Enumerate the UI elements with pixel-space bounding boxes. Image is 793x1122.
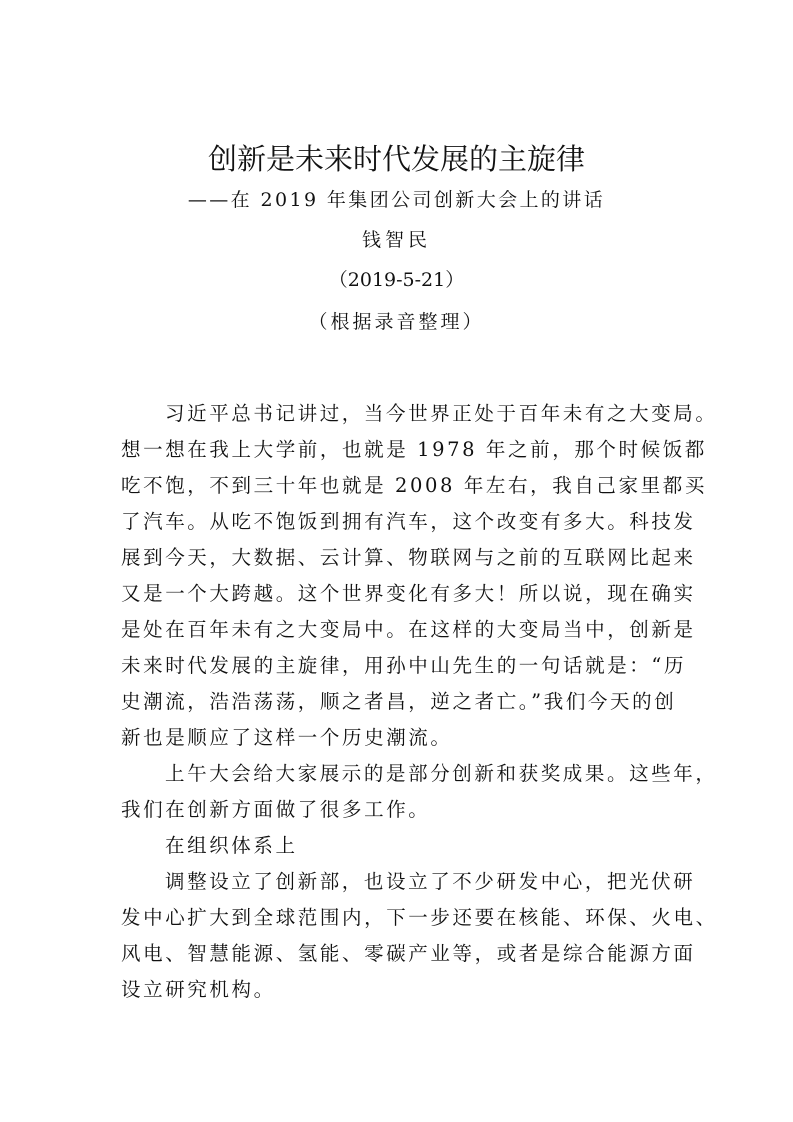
body-line: 我们在创新方面做了很多工作。 (121, 798, 431, 821)
body-line: 吃不饱，不到三十年也就是 2008 年左右，我自己家里都买 (121, 474, 707, 497)
body-line: 习近平总书记讲过，当今世界正处于百年未有之大变局。 (165, 402, 718, 425)
body-line: 是处在百年未有之大变局中。在这样的大变局当中，创新是 (121, 618, 696, 641)
document-subtitle: ——在 2019 年集团公司创新大会上的讲话 (187, 189, 606, 211)
body-line: 未来时代发展的主旋律，用孙中山先生的一句话就是：“历 (121, 654, 687, 677)
body-line: 新也是顺应了这样一个历史潮流。 (121, 726, 453, 749)
speech-date: （2019-5-21） (328, 269, 465, 291)
section-heading: 在组织体系上 (165, 834, 298, 857)
body-line: 想一想在我上大学前，也就是 1978 年之前，那个时候饭都 (121, 438, 707, 461)
document-title: 创新是未来时代发展的主旋律 (207, 142, 585, 176)
body-line: 又是一个大跨越。这个世界变化有多大！所以说，现在确实 (121, 582, 696, 605)
body-line: 调整设立了创新部，也设立了不少研发中心，把光伏研 (165, 870, 696, 893)
body-line: 发中心扩大到全球范围内，下一步还要在核能、环保、火电、 (121, 906, 718, 929)
body-text (121, 396, 718, 1008)
body-line: 史潮流，浩浩荡荡，顺之者昌，逆之者亡。”我们今天的创 (121, 690, 677, 713)
author-name: 钱智民 (361, 229, 431, 251)
body-line: 上午大会给大家展示的是部分创新和获奖成果。这些年， (165, 762, 718, 785)
transcript-note: （根据录音整理） (308, 311, 485, 333)
body-line: 展到今天，大数据、云计算、物联网与之前的互联网比起来 (121, 546, 696, 569)
body-line: 风电、智慧能源、氢能、零碳产业等，或者是综合能源方面 (121, 942, 696, 965)
body-line: 了汽车。从吃不饱饭到拥有汽车，这个改变有多大。科技发 (121, 510, 696, 533)
body-line: 设立研究机构。 (121, 978, 276, 1001)
